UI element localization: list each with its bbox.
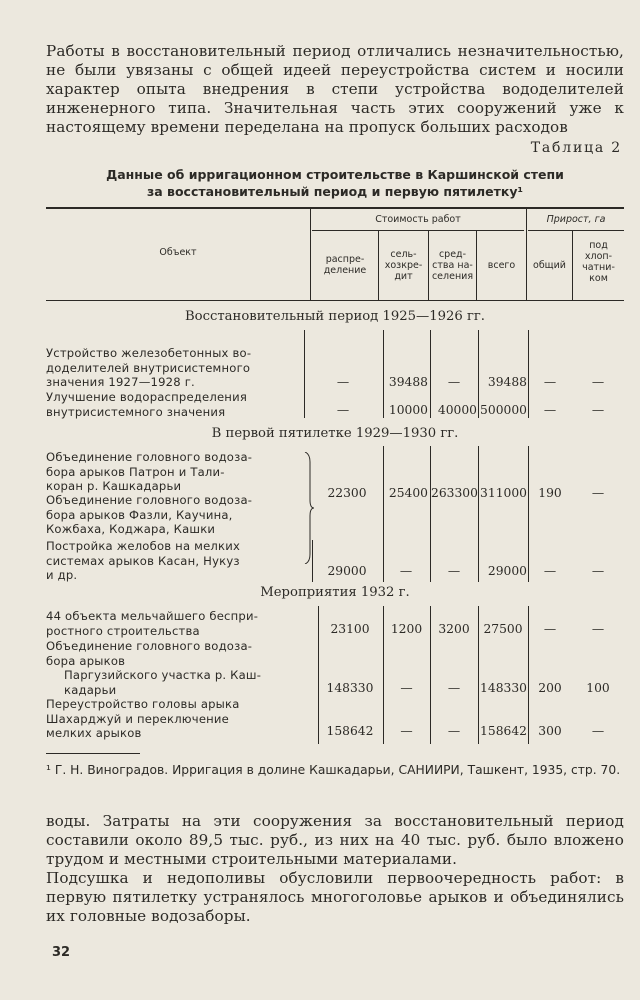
paragraph-bottom: воды. Затраты на эти сооружения за восстановительный период составили около 89,5 тыс. руб., из них на 40 тыс. руб. было вложено трудом и местными строительными материалами. Подсушка и недополивы обусловили первоочередность работ: в первую пятилетку устранялось многоголовье арыков и объединялись их головные водозаборы. xyxy=(46,812,624,925)
table-cell: — xyxy=(447,564,461,578)
table-cell: 158642 xyxy=(480,724,527,738)
table-cell: 200 xyxy=(538,681,562,695)
table-cell: — xyxy=(543,375,557,389)
table-title xyxy=(70,166,600,200)
hdr-vline xyxy=(526,208,527,300)
table-cell: 27500 xyxy=(483,622,523,636)
table-cell: — xyxy=(400,724,413,738)
table-cell: 22300 xyxy=(327,486,367,500)
table-cell: — xyxy=(591,403,605,417)
table-cell: 148330 xyxy=(480,681,527,695)
header-distribution: распре- деление xyxy=(323,254,367,276)
table-cell: 23100 xyxy=(330,622,370,636)
header-object: Объект xyxy=(159,247,197,258)
table-cell: 148330 xyxy=(326,681,374,695)
table-row-object: 44 объекта мельчайшего беспри- ростного строительства xyxy=(46,609,259,638)
header-cost: Стоимость работ xyxy=(375,214,461,225)
page-number: 32 xyxy=(52,945,71,960)
table-row-object: Устройство железобетонных во- доделителей внутрисистемного значения 1927—1928 г. xyxy=(46,346,252,390)
section-title-2: В первой пятилетке 1929—1930 гг. xyxy=(211,426,459,441)
header-agri-credit: сель- хозкре- дит xyxy=(384,249,423,282)
section-title-1: Восстановительный период 1925—1926 гг. xyxy=(184,309,485,324)
table-cell: — xyxy=(543,622,557,636)
table-cell: 10000 xyxy=(388,403,428,417)
header-growth: Прирост, га xyxy=(546,214,606,225)
table-cell: — xyxy=(591,486,605,500)
header-total: всего xyxy=(487,260,516,271)
table-cell: 3200 xyxy=(438,622,470,636)
table-row-object: Улучшение водораспределения внутрисистемного значения xyxy=(46,390,247,419)
table-cell: — xyxy=(591,564,605,578)
table-row-object: Постройка желобов на мелких системах арыков Касан, Нукуз и др. xyxy=(46,539,241,583)
hdr-vline xyxy=(310,208,311,300)
paragraph-top: Работы в восстановительный период отличались незначительностью, не были увязаны с общей идеей переустройства систем и носили характер опыта внедрения в степи устройства вододелителей инженерного типа. Значительная часть этих сооружений уже к настоящему времени переделана на пропуск больших расходов xyxy=(46,42,624,136)
table-cell: 263300 xyxy=(431,486,478,500)
table-cell: 300 xyxy=(538,724,562,738)
table-row-object: Объединение головного водоза- бора арыков Фазли, Каучина, Кожбаха, Коджара, Кашки xyxy=(46,493,253,537)
grouping-brace xyxy=(304,452,314,564)
table-cell: — xyxy=(543,403,557,417)
table-row-object: Паргузийского участка р. Каш- кадарьи xyxy=(64,668,262,697)
body-vline xyxy=(430,446,431,582)
body-vline xyxy=(383,446,384,582)
table-cell: — xyxy=(399,564,413,578)
table-cell: 29000 xyxy=(327,564,367,578)
body-vline xyxy=(478,446,479,582)
section-title-3: Мероприятия 1932 г. xyxy=(260,585,410,600)
body-vline xyxy=(304,330,305,418)
table-title-line1: Данные об ирригационном строительстве в Каршинской степи xyxy=(106,167,564,182)
header-growth-total: общий xyxy=(533,260,566,271)
header-growth-cotton: под хлоп- чатни- ком xyxy=(582,240,615,284)
table-title-line2: за восстановительный период и первую пятилетку¹ xyxy=(146,184,523,199)
table-row-object: Переустройство головы арыка Шахарджуй и переключение мелких арыков xyxy=(46,697,240,741)
table-cell: — xyxy=(447,375,461,389)
table-cell: 190 xyxy=(538,486,562,500)
body-vline xyxy=(528,446,529,582)
table-cell: — xyxy=(591,724,605,738)
footnote-rule xyxy=(46,753,140,754)
header-population-funds: сред- ства на- селения xyxy=(431,249,474,282)
table-cell: 500000 xyxy=(480,403,527,417)
table-cell: 39488 xyxy=(388,375,428,389)
table-cell: — xyxy=(447,724,461,738)
table-cell: — xyxy=(336,375,350,389)
table-cell: 311000 xyxy=(480,486,527,500)
footnote: ¹ Г. Н. Виноградов. Ирригация в долине Кашкадарьи, САНИИРИ, Ташкент, 1935, стр. 70. xyxy=(46,763,621,777)
table-row-object: Объединение головного водоза- бора арыков xyxy=(46,639,253,668)
table-label: Таблица 2 xyxy=(530,140,622,156)
growth-subheader-rule xyxy=(528,230,624,231)
table-cell: 29000 xyxy=(487,564,527,578)
table-cell: — xyxy=(447,681,461,695)
table-cell: — xyxy=(400,681,413,695)
table-top-rule xyxy=(46,207,624,209)
table-cell: 39488 xyxy=(487,375,527,389)
table-cell: — xyxy=(591,375,605,389)
table-cell: — xyxy=(543,564,557,578)
table-cell: 100 xyxy=(586,681,610,695)
header-bottom-rule xyxy=(46,300,624,301)
table-cell: 40000 xyxy=(437,403,477,417)
table-cell: 25400 xyxy=(388,486,428,500)
table-cell: 158642 xyxy=(326,724,374,738)
table-cell: — xyxy=(336,403,350,417)
table-cell: 1200 xyxy=(390,622,423,636)
cost-subheader-rule xyxy=(312,230,524,231)
table-cell: — xyxy=(591,622,605,636)
table-row-object: Объединение головного водоза- бора арыков Патрон и Тали- коран р. Кашкадарьи xyxy=(46,450,253,494)
